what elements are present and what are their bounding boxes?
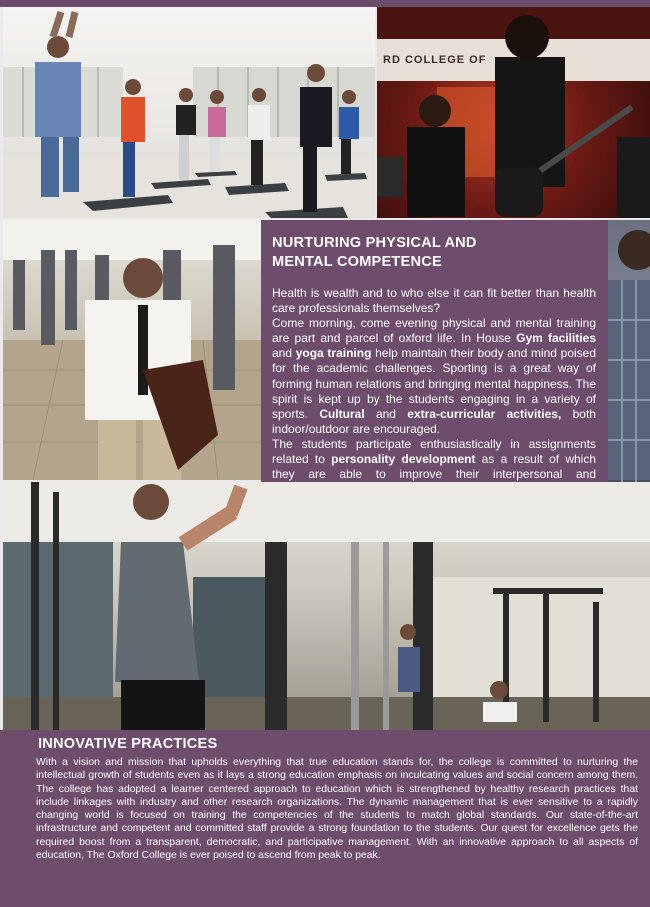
text-run: and xyxy=(364,406,408,421)
students-walking-photo xyxy=(3,220,261,480)
text-run: and xyxy=(272,346,296,361)
text-run: as a result of which they are able to improve their interpersonal and xyxy=(272,452,596,482)
innovative-practices-section xyxy=(0,730,650,907)
innovative-practices-heading: INNOVATIVE PRACTICES xyxy=(38,736,218,752)
gym-illustration xyxy=(3,482,650,730)
text-run: help maintain their body and mind poised for the academic challenges. Sporting is a great way of forming human relations and bringing mental happiness. The spirit is kept up by the students engaging in a variety of sports. xyxy=(272,346,597,421)
heading-line-1: NURTURING PHYSICAL AND xyxy=(272,235,477,251)
text-run: both indoor/outdoor are encouraged. xyxy=(272,406,596,436)
gym-photo xyxy=(3,482,650,730)
physical-competence-heading xyxy=(272,234,596,272)
top-band xyxy=(0,0,650,7)
yoga-illustration xyxy=(3,7,375,218)
personality-emphasis: personality development xyxy=(331,452,476,467)
training-paragraph xyxy=(272,316,596,437)
text-run: Come morning, come evening physical and mental training are part and parcel of oxford life. In House xyxy=(272,316,596,346)
college-band-photo xyxy=(377,7,650,218)
cultural-emphasis: Cultural xyxy=(319,406,365,421)
heading-line-2: MENTAL COMPETENCE xyxy=(272,254,442,270)
band-illustration xyxy=(377,7,650,218)
right-strip-illustration xyxy=(608,220,650,482)
gym-emphasis: Gym facilities xyxy=(516,331,596,346)
health-paragraph: Health is wealth and to who else it can fit better than health care professionals themselves? xyxy=(272,286,596,316)
yoga-emphasis: yoga training xyxy=(295,346,372,361)
right-edge-photo xyxy=(608,220,650,482)
innovative-practices-body: With a vision and mission that upholds everything that true education stands for, the college is committed to nurturing the intellectual growth of students even as it lays a strong education emphasis on inculcating values and social concern among them. The college has adopted a learner centered approach to education which is strengthened by healthy research practices that include linkages with industry and other research organizations. The dynamic management that is ever sensitive to a rapidly changing world is focused on training the competencies of the students to match global standards. Our state-of-the-art infrastructure and competent and committed staff provide a strong foundation to the students. Our quest for excellence gets the required boost from a transparent, democratic, and participative management. With an innovative approach to all aspects of education, The Oxford College is ever poised to ascend from peak to peak. xyxy=(36,757,638,862)
banner-text: RD COLLEGE OF xyxy=(383,54,487,66)
extracurricular-emphasis: extra-curricular activities, xyxy=(407,406,562,421)
yoga-class-photo xyxy=(3,7,375,218)
walking-illustration xyxy=(3,220,261,480)
text-run: The students participate enthusiastically in assignments related to xyxy=(272,436,596,467)
